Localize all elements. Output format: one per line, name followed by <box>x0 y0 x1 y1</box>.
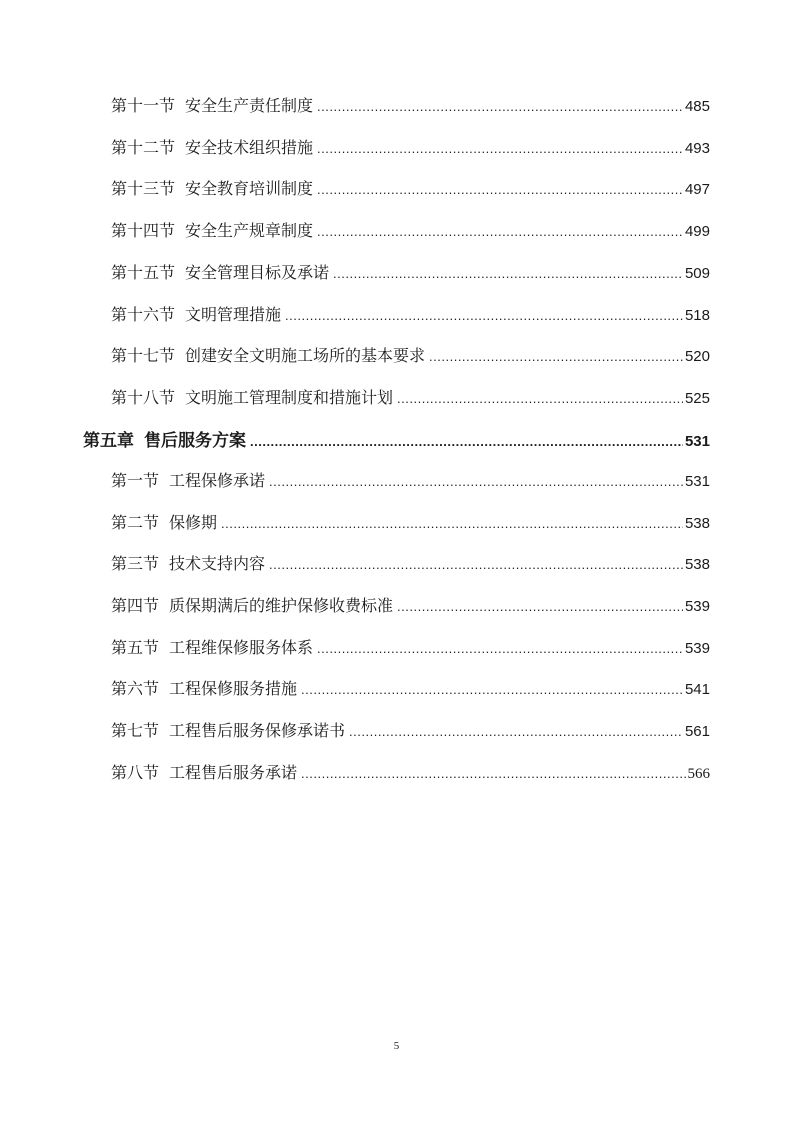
toc-entry[interactable] <box>111 676 710 700</box>
toc-entry-number: 第十三节 <box>111 179 176 198</box>
toc-entry[interactable] <box>111 385 710 409</box>
toc-entry[interactable] <box>111 510 710 534</box>
toc-entry-number: 第五章 <box>83 431 134 451</box>
toc-entry-title: 技术支持内容 <box>169 554 266 573</box>
toc-entry-number: 第五节 <box>111 638 160 657</box>
toc-entry-page: 538 <box>684 515 710 532</box>
toc-entry-page: 520 <box>684 348 710 365</box>
toc-dot-leader <box>317 141 683 156</box>
toc-entry[interactable] <box>111 343 710 367</box>
toc-entry-page: 499 <box>684 223 710 240</box>
toc-dot-leader <box>285 308 683 323</box>
toc-entry-title: 安全生产责任制度 <box>185 96 314 115</box>
toc-entry-page: 493 <box>684 140 710 157</box>
toc-entry-number: 第八节 <box>111 763 160 782</box>
toc-entry[interactable] <box>111 551 710 575</box>
toc-entry-page: 541 <box>684 681 710 698</box>
page-number: 5 <box>393 1040 400 1052</box>
toc-entry-page: 518 <box>684 307 710 324</box>
toc-dot-leader <box>269 474 683 489</box>
toc-entry-page: 531 <box>684 473 710 490</box>
toc-entry-title: 质保期满后的维护保修收费标准 <box>169 596 394 615</box>
toc-entry-page: 539 <box>684 640 710 657</box>
toc-entry-number: 第三节 <box>111 554 160 573</box>
toc-entry-number: 第十六节 <box>111 305 176 324</box>
toc-entry-title: 安全管理目标及承诺 <box>185 263 330 282</box>
toc-entry-title: 工程售后服务承诺 <box>169 763 298 782</box>
toc-entry[interactable] <box>111 593 710 617</box>
toc-entry[interactable] <box>111 635 710 659</box>
toc-entry[interactable] <box>111 135 710 159</box>
toc-entry-number: 第七节 <box>111 721 160 740</box>
toc-entry[interactable] <box>111 218 710 242</box>
toc-entry-number: 第十四节 <box>111 221 176 240</box>
toc-entry-number: 第十五节 <box>111 263 176 282</box>
toc-entry-page: 509 <box>684 265 710 282</box>
toc-entry-page: 561 <box>684 723 710 740</box>
toc-dot-leader <box>349 724 683 739</box>
toc-dot-leader <box>269 557 683 572</box>
toc-dot-leader <box>301 682 683 697</box>
toc-entry-number: 第十二节 <box>111 138 176 157</box>
toc-dot-leader <box>221 516 683 531</box>
toc-entry[interactable] <box>111 718 710 742</box>
toc-entry-page: 525 <box>684 390 710 407</box>
toc-entry-title: 保修期 <box>169 513 218 532</box>
toc-dot-leader <box>301 766 685 781</box>
toc-entry[interactable] <box>111 176 710 200</box>
toc-entry[interactable] <box>111 260 710 284</box>
toc-dot-leader <box>397 599 683 614</box>
toc-dot-leader <box>317 641 683 656</box>
toc-entry[interactable] <box>111 760 710 784</box>
toc-entry-title: 安全生产规章制度 <box>185 221 314 240</box>
toc-chapter-entry[interactable] <box>83 426 710 450</box>
toc-dot-leader <box>429 349 683 364</box>
toc-entry[interactable] <box>111 93 710 117</box>
toc-entry-number: 第十八节 <box>111 388 176 407</box>
toc-entry-title: 安全教育培训制度 <box>185 179 314 198</box>
toc-entry-page: 485 <box>684 98 710 115</box>
toc-entry-page: 566 <box>687 766 710 782</box>
toc-dot-leader <box>317 224 683 239</box>
toc-dot-leader <box>317 182 683 197</box>
toc-entry-page: 538 <box>684 556 710 573</box>
toc-entry-title: 安全技术组织措施 <box>185 138 314 157</box>
toc-entry-number: 第十七节 <box>111 346 176 365</box>
toc-entry-title: 工程保修承诺 <box>169 471 266 490</box>
toc-entry-page: 531 <box>684 433 710 450</box>
toc-entry-number: 第四节 <box>111 596 160 615</box>
toc-entry-title: 工程保修服务措施 <box>169 679 298 698</box>
toc-entry-page: 497 <box>684 181 710 198</box>
toc-dot-leader <box>397 391 683 406</box>
toc-entry-title: 文明管理措施 <box>185 305 282 324</box>
toc-entry-title: 文明施工管理制度和措施计划 <box>185 388 394 407</box>
toc-entry-page: 539 <box>684 598 710 615</box>
toc-entry-number: 第六节 <box>111 679 160 698</box>
toc-entry-number: 第一节 <box>111 471 160 490</box>
toc-entry-title: 售后服务方案 <box>144 431 246 451</box>
toc-dot-leader <box>317 99 683 114</box>
toc-entry-number: 第十一节 <box>111 96 176 115</box>
toc-entry[interactable] <box>111 302 710 326</box>
toc-dot-leader <box>333 266 683 281</box>
toc-entry-title: 创建安全文明施工场所的基本要求 <box>185 346 426 365</box>
toc-dot-leader <box>250 434 683 449</box>
toc-entry-title: 工程维保修服务体系 <box>169 638 314 657</box>
toc-entry[interactable] <box>111 468 710 492</box>
toc-entry-title: 工程售后服务保修承诺书 <box>169 721 346 740</box>
toc-entry-number: 第二节 <box>111 513 160 532</box>
